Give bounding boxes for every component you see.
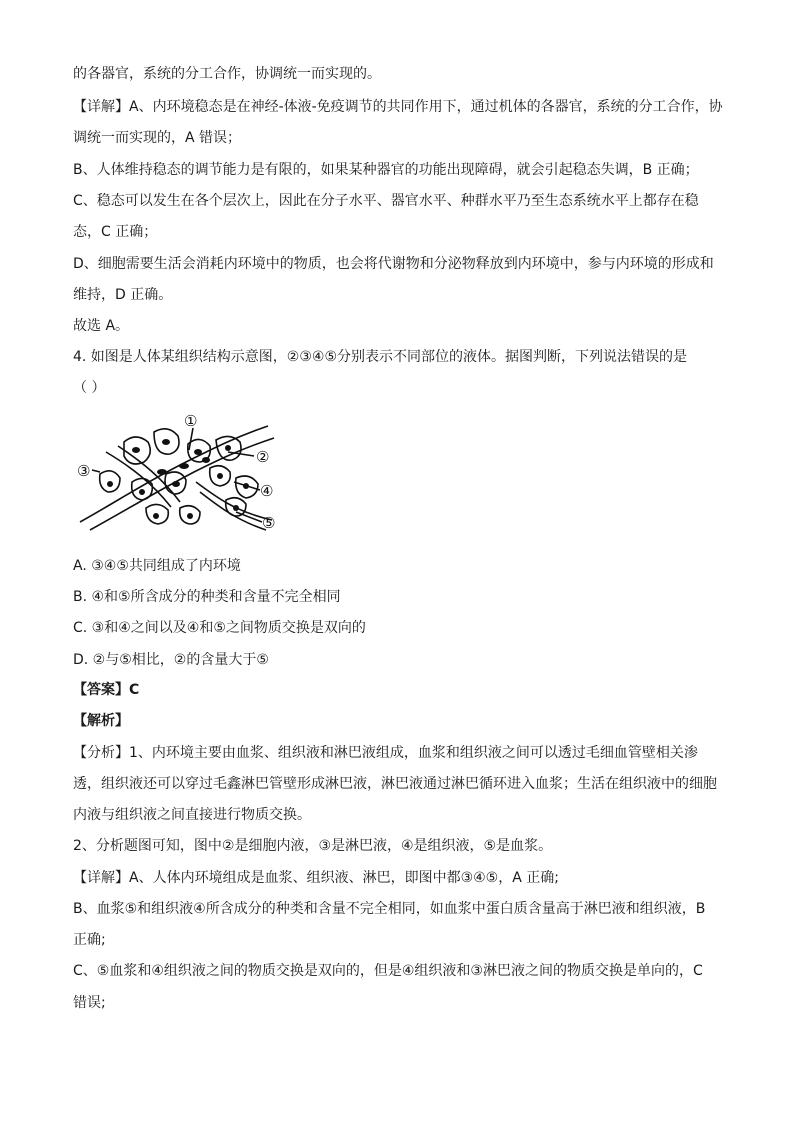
text-line: 调统一而实现的，A 错误；: [73, 130, 242, 146]
question-paren: （ ）: [73, 380, 106, 396]
text-line: 维持，D 正确。: [73, 287, 173, 303]
analysis-line: 2、分析题图可知，图中②是细胞内液，③是淋巴液，④是组织液，⑤是血浆。: [73, 838, 553, 854]
text-line: 故选 A。: [73, 318, 130, 334]
text-line: 的各器官，系统的分工合作，协调统一而实现的。: [73, 66, 381, 82]
text-line: 【详解】A、内环境稳态是在神经-体液-免疫调节的共同作用下，通过机体的各器官，系统的分工合作，协: [73, 99, 723, 115]
answer: 【答案】C: [73, 682, 140, 698]
option-b: B. ④和⑤所含成分的种类和含量不完全相同: [73, 589, 341, 605]
text-line: C、稳态可以发生在各个层次上，因此在分子水平、器官水平、种群水平乃至生态系统水平上都存在稳: [73, 193, 699, 209]
option-c: C. ③和④之间以及④和⑤之间物质交换是双向的: [73, 620, 366, 636]
text-line: B、人体维持稳态的调节能力是有限的，如果某种器官的功能出现障碍，就会引起稳态失调，B 正确；: [73, 162, 699, 178]
option-a: A. ③④⑤共同组成了内环境: [73, 558, 241, 574]
figure-label-3: ③: [77, 462, 91, 480]
analysis-line: 透，组织液还可以穿过毛鑫淋巴管壁形成淋巴液，淋巴液通过淋巴循环进入血浆；生活在组织液中的细胞: [73, 776, 717, 792]
text-line: D、细胞需要生活会消耗内环境中的物质，也会将代谢物和分泌物释放到内环境中，参与内环境的形成和: [73, 256, 714, 272]
figure-label-5: ⑤: [262, 514, 276, 532]
figure-label-2: ②: [256, 448, 270, 466]
figure-label-1: ①: [184, 412, 198, 430]
text-line: 态，C 正确；: [73, 224, 158, 240]
option-d: D. ②与⑤相比，②的含量大于⑤: [73, 652, 269, 668]
analysis-line: 正确;: [73, 932, 106, 948]
analysis-line: 【详解】A、人体内环境组成是血浆、组织液、淋巴，即图中都③④⑤，A 正确;: [73, 870, 559, 886]
analysis-line: 内液与组织液之间直接进行物质交换。: [73, 807, 311, 823]
analysis-title: 【解析】: [73, 713, 129, 729]
analysis-line: 【分析】1、内环境主要由血浆、组织液和淋巴液组成，血浆和组织液之间可以透过毛细血管壁相关渗: [73, 745, 698, 761]
question-stem: 4. 如图是人体某组织结构示意图，②③④⑤分别表示不同部位的液体。据图判断，下列说法错误的是: [73, 349, 688, 365]
analysis-line: 错误;: [73, 995, 106, 1011]
analysis-line: B、血浆⑤和组织液④所含成分的种类和含量不完全相同，如血浆中蛋白质含量高于淋巴液和组织液，B: [73, 901, 706, 917]
tissue-structure-diagram: [76, 412, 280, 534]
analysis-line: C、⑤血浆和④组织液之间的物质交换是双向的，但是④组织液和③淋巴液之间的物质交换是单向的，C: [73, 963, 703, 979]
figure-label-4: ④: [260, 482, 274, 500]
